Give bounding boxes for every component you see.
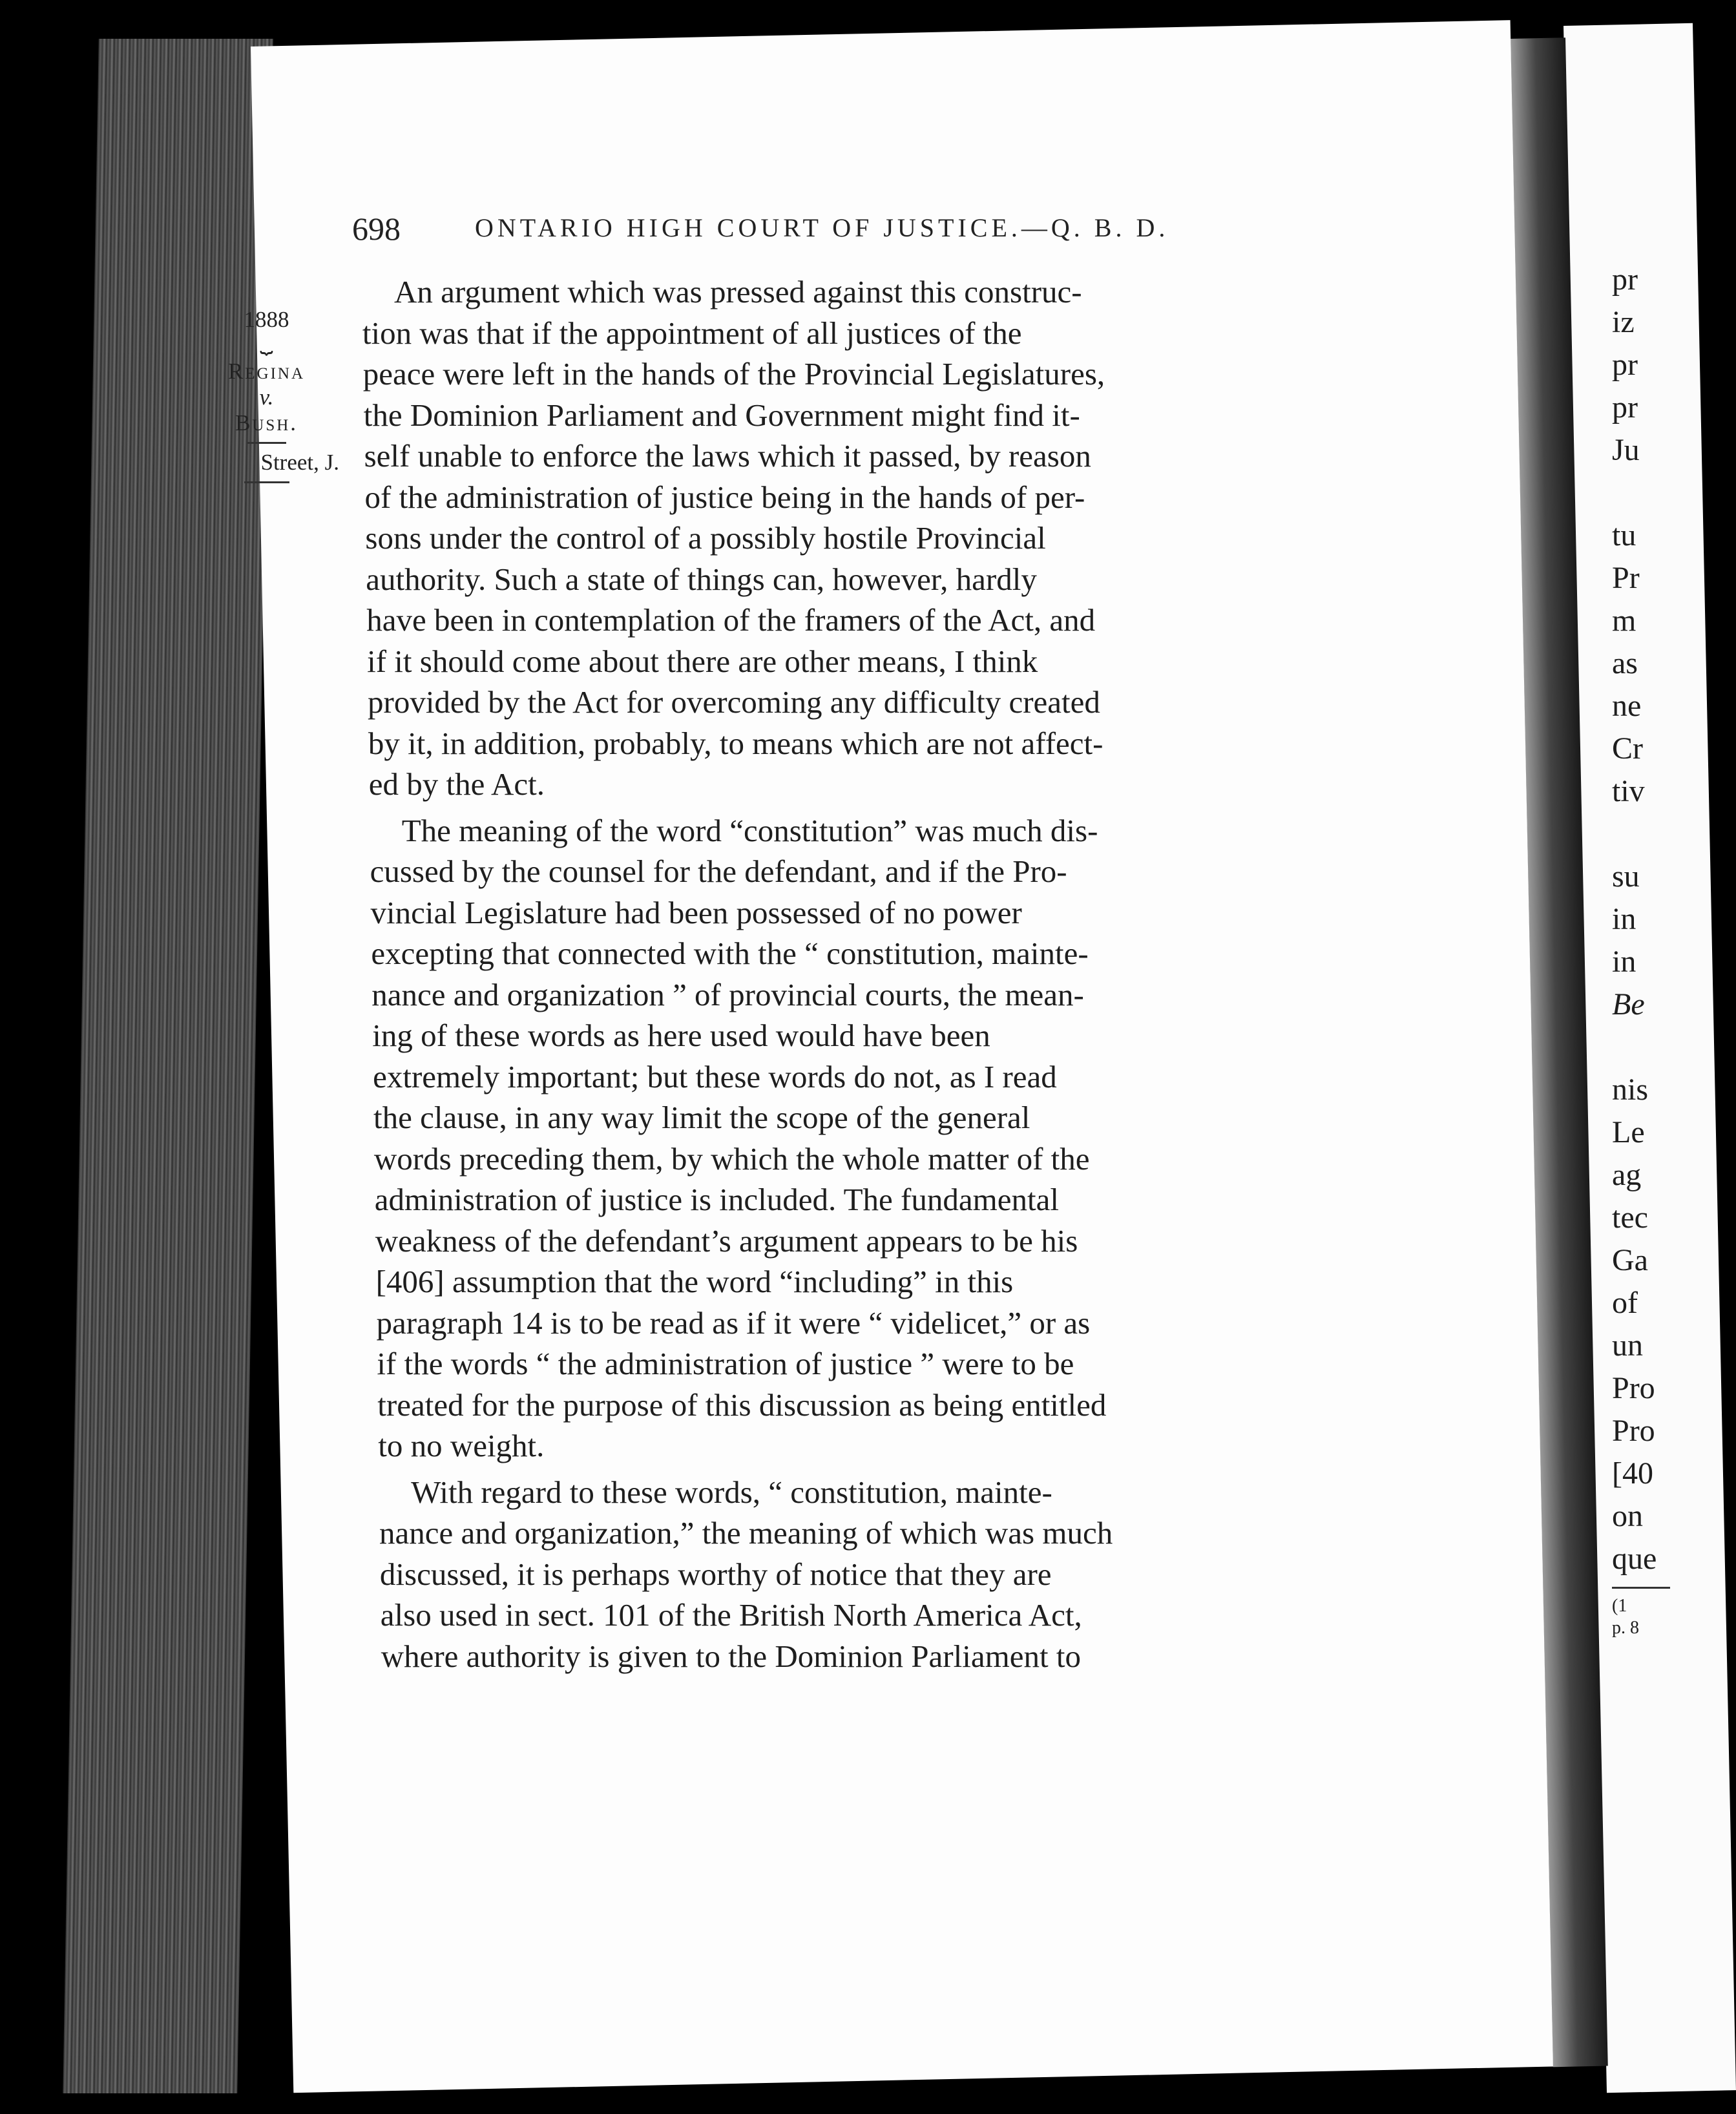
text-fragment: Pro <box>1612 1414 1655 1448</box>
text-line: nance and organization,” the meaning of which was much <box>379 1515 1113 1551</box>
text-fragment: tiv <box>1612 774 1645 808</box>
text-line: of the administration of justice being in the hands of per- <box>364 479 1085 515</box>
running-title: ONTARIO HIGH COURT OF JUSTICE.—Q. B. D. <box>475 213 1169 242</box>
text-line: An argument which was pressed against this construc- <box>394 274 1082 309</box>
text-line: if the words “ the administration of justice ” were to be <box>377 1346 1074 1381</box>
text-fragment: Pro <box>1612 1371 1655 1405</box>
text-line: paragraph 14 is to be read as if it were “ videlicet,” or as <box>376 1304 1091 1341</box>
text-fragment: Ju <box>1612 433 1640 467</box>
text-line: to no weight. <box>378 1428 545 1463</box>
text-fragment: Cr <box>1612 731 1643 766</box>
text-fragment: iz <box>1612 305 1635 339</box>
text-line: The meaning of the word “constitution” was much dis- <box>401 812 1098 848</box>
margin-note <box>187 304 346 486</box>
text-line: extremely important; but these words do not, as I read <box>373 1058 1057 1094</box>
fragment-gap <box>1612 813 1683 855</box>
text-line: ed by the Act. <box>368 766 545 802</box>
text-line: weakness of the defendant’s argument appears to be his <box>375 1222 1078 1259</box>
text-line: With regard to these words, “ constitution, mainte- <box>411 1474 1052 1510</box>
text-line: the Dominion Parliament and Government might find it- <box>363 397 1080 433</box>
text-fragment: su <box>1612 859 1640 894</box>
text-line: self unable to enforce the laws which it passed, by reason <box>364 438 1091 474</box>
judge-name: Street, J. <box>260 450 339 475</box>
text-line: where authority is given to the Dominion Parliament to <box>381 1638 1081 1674</box>
text-line: if it should come about there are other means, I think <box>367 643 1038 679</box>
text-fragment: ag <box>1612 1158 1642 1192</box>
case-year: 1888 <box>244 307 289 332</box>
text-fragment: in <box>1612 902 1637 936</box>
text-fragment: on <box>1612 1499 1643 1533</box>
text-fragment: Pr <box>1612 561 1640 595</box>
text-line: words preceding them, by which the whole matter of the <box>373 1140 1090 1177</box>
text-line: authority. Such a state of things can, however, hardly <box>366 561 1037 597</box>
footnote-fragment: (1 <box>1612 1596 1627 1616</box>
text-line: administration of justice is included. The fundamental <box>374 1182 1059 1217</box>
text-fragment: tu <box>1612 518 1637 552</box>
text-fragment: of <box>1612 1286 1638 1320</box>
text-line: have been in contemplation of the framers of the Act, and <box>366 602 1096 638</box>
page-header <box>352 210 1218 249</box>
text-fragment: Ga <box>1612 1243 1648 1277</box>
text-line: vincial Legislature had been possessed of no power <box>370 894 1022 930</box>
text-line: also used in sect. 101 of the British North America Act, <box>380 1597 1082 1633</box>
fragment-gap <box>1612 1026 1683 1069</box>
text-fragment: que <box>1612 1542 1657 1576</box>
text-fragment: in <box>1612 945 1637 979</box>
body-text <box>362 271 1234 1677</box>
margin-rule <box>247 442 286 444</box>
text-fragment: pr <box>1612 262 1638 297</box>
text-line: cussed by the counsel for the defendant, and if the Pro- <box>370 853 1067 889</box>
text-line: ing of these words as here used would have been <box>372 1018 990 1053</box>
text-line: sons under the control of a possibly hostile Provincial <box>365 520 1046 556</box>
text-fragment: as <box>1612 646 1638 680</box>
case-name-line-1: Regina <box>227 359 306 384</box>
text-line: treated for the purpose of this discussion as being entitled <box>377 1387 1107 1423</box>
text-line: excepting that connected with the “ constitution, mainte- <box>371 936 1089 971</box>
footnote-rule <box>1612 1587 1670 1589</box>
brace-mark: ⏟ <box>260 330 273 354</box>
text-fragment: ne <box>1612 689 1642 723</box>
text-fragment: nis <box>1612 1073 1649 1107</box>
text-fragment: Le <box>1612 1115 1645 1149</box>
margin-rule <box>244 481 289 483</box>
text-line: provided by the Act for overcoming any difficulty created <box>368 684 1100 720</box>
facing-page-text-fragments <box>1612 258 1683 1639</box>
text-fragment: pr <box>1612 348 1638 382</box>
text-fragment: Be <box>1612 987 1645 1021</box>
text-line: the clause, in any way limit the scope of the general <box>373 1100 1030 1135</box>
page-number: 698 <box>352 211 401 247</box>
text-line: discussed, it is perhaps worthy of notice that they are <box>379 1556 1052 1592</box>
text-line: [406] assumption that the word “including” in this <box>375 1264 1014 1299</box>
text-fragment: tec <box>1612 1200 1648 1235</box>
fragment-gap <box>1612 472 1683 514</box>
text-line: by it, in addition, probably, to means which are not affect- <box>368 725 1103 761</box>
case-name-line-2: Bush. <box>235 410 298 435</box>
footnote-fragment: p. 8 <box>1612 1618 1639 1638</box>
text-line: peace were left in the hands of the Provincial Legislatures, <box>362 356 1105 392</box>
text-line: tion was that if the appointment of all justices of the <box>362 315 1022 351</box>
text-fragment: pr <box>1612 390 1638 424</box>
text-fragment: m <box>1612 603 1637 638</box>
text-fragment: [40 <box>1612 1456 1653 1491</box>
text-fragment: un <box>1612 1328 1643 1363</box>
case-name-versus: v. <box>259 384 274 410</box>
text-line: nance and organization ” of provincial courts, the mean- <box>371 976 1084 1012</box>
